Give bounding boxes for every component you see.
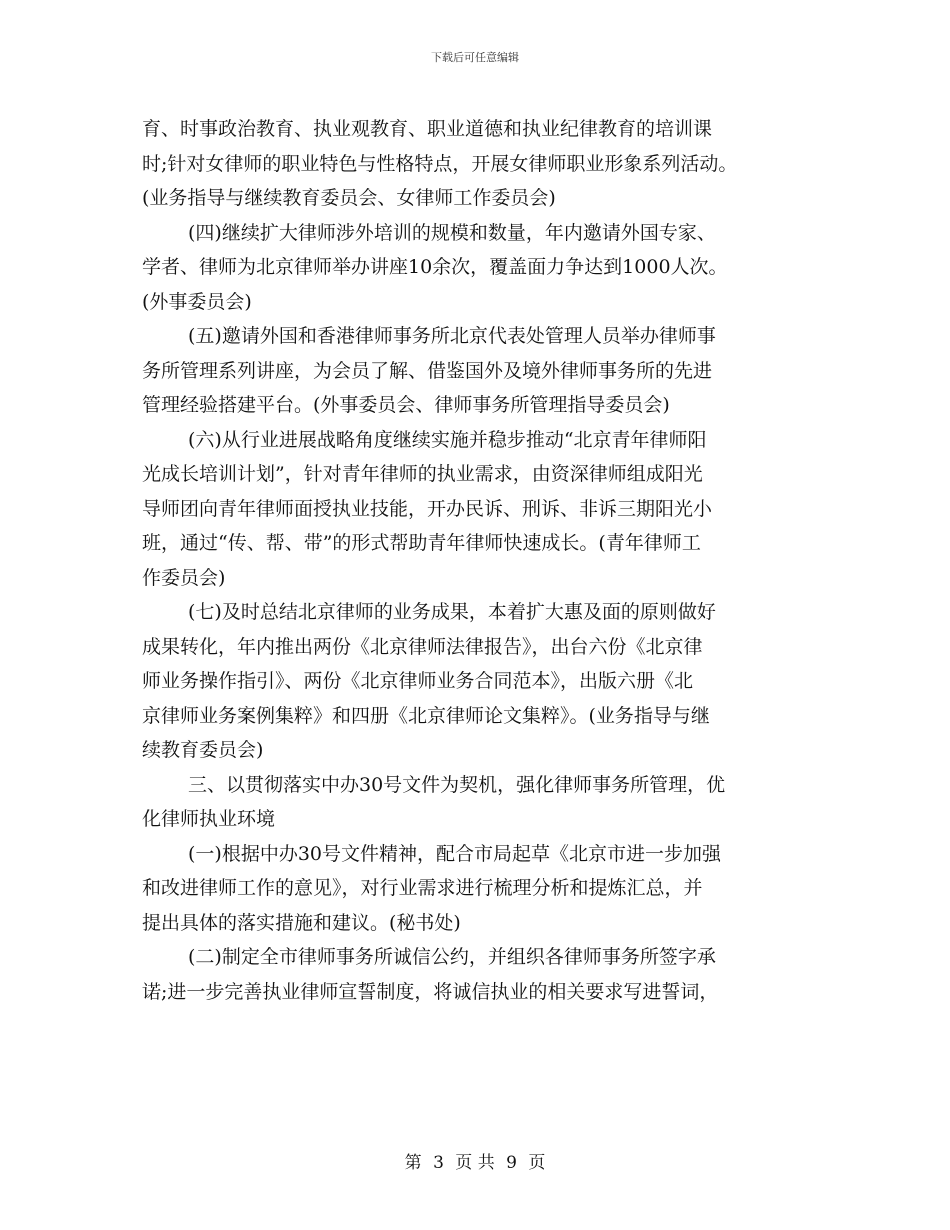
text-line: (六)从行业进展战略角度继续实施并稳步推动“北京青年律师阳 <box>188 428 707 451</box>
page-header: 下载后可任意编辑 <box>431 51 519 64</box>
footer-page-number: 3 <box>433 1153 444 1173</box>
text-line: 和改进律师工作的意见》，对行业需求进行梳理分析和提炼汇总，并 <box>142 877 703 899</box>
text-line: (五)邀请外国和香港律师事务所北京代表处管理人员举办律师事 <box>188 325 716 347</box>
footer-suffix: 页 <box>528 1153 546 1173</box>
text-line: 导师团向青年律师面授执业技能，开办民诉、刑诉、非诉三期阳光小 <box>142 497 713 520</box>
footer-prefix: 第 <box>404 1153 422 1173</box>
text-line: 时;针对女律师的职业特色与性格特点，开展女律师职业形象系列活动。 <box>142 152 738 175</box>
text-line: 作委员会) <box>142 566 226 589</box>
text-line: 学者、律师为北京律师举办讲座10余次，覆盖面力争达到1000人次。 <box>142 256 728 278</box>
text-line: 管理经验搭建平台。(外事委员会、律师事务所管理指导委员会) <box>142 394 670 416</box>
text-line: 续教育委员会) <box>142 739 264 761</box>
text-line: (一)根据中办30号文件精神，配合市局起草《北京市进一步加强 <box>188 842 722 865</box>
page-footer <box>0 1151 950 1175</box>
text-line: 育、时事政治教育、执业观教育、职业道德和执业纪律教育的培训课 <box>142 118 713 140</box>
text-line: 三、以贯彻落实中办30号文件为契机，强化律师事务所管理，优 <box>188 773 726 796</box>
text-line: (二)制定全市律师事务所诚信公约，并组织各律师事务所签字承 <box>188 946 716 968</box>
text-line: 化律师执业环境 <box>142 808 276 830</box>
text-line: 成果转化，年内推出两份《北京律师法律报告》，出台六份《北京律 <box>142 635 703 658</box>
text-line: (七)及时总结北京律师的业务成果，本着扩大惠及面的原则做好 <box>188 601 716 623</box>
text-line: (外事委员会) <box>142 290 252 313</box>
text-line: 诺;进一步完善执业律师宣誓制度，将诚信执业的相关要求写进誓词， <box>142 980 719 1003</box>
text-line: (四)继续扩大律师涉外培训的规模和数量，年内邀请外国专家、 <box>188 221 716 244</box>
text-line: 班，通过“传、帮、带”的形式帮助青年律师快速成长。(青年律师工 <box>142 532 701 554</box>
footer-total-pages: 9 <box>506 1153 517 1173</box>
footer-middle: 页 共 <box>455 1153 495 1173</box>
text-line: (业务指导与继续教育委员会、女律师工作委员会) <box>142 187 556 209</box>
document-body <box>142 112 818 1009</box>
text-line: 京律师业务案例集粹》和四册《北京律师论文集粹》。(业务指导与继 <box>142 704 710 727</box>
text-line: 提出具体的落实措施和建议。(秘书处) <box>142 911 461 934</box>
text-line: 师业务操作指引》、两份《北京律师业务合同范本》，出版六册《北 <box>142 670 694 692</box>
text-line: 光成长培训计划”，针对青年律师的执业需求，由资深律师组成阳光 <box>142 463 703 485</box>
text-line: 务所管理系列讲座，为会员了解、借鉴国外及境外律师事务所的先进 <box>142 359 713 382</box>
